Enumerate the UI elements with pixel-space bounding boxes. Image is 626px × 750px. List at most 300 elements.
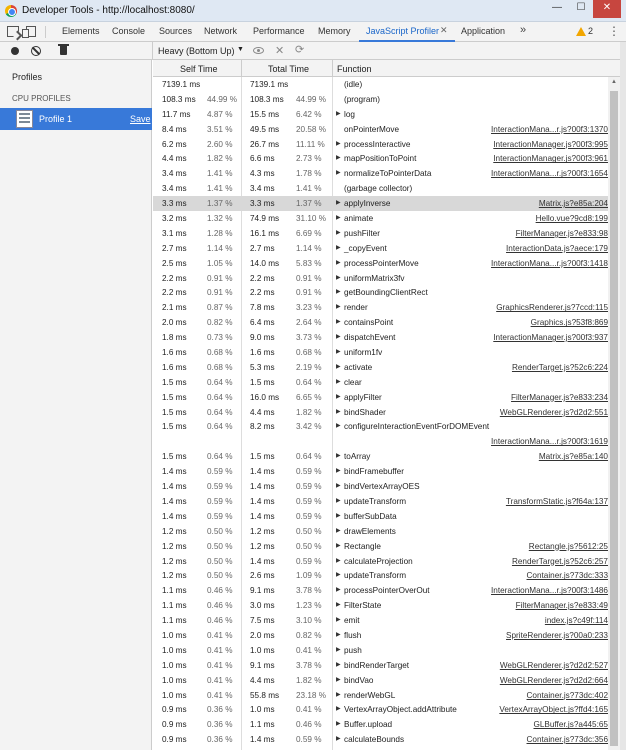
expand-arrow-icon[interactable]: ▶: [336, 676, 341, 683]
function-name: bufferSubData: [344, 511, 397, 521]
expand-arrow-icon[interactable]: ▶: [336, 259, 341, 266]
total-time-percent: 44.99 %: [296, 94, 327, 104]
self-time-percent: 1.41 %: [207, 169, 233, 179]
function-name: (garbage collector): [344, 184, 413, 194]
self-time-percent: 0.41 %: [207, 660, 233, 670]
function-name: flush: [344, 630, 362, 640]
expand-arrow-icon[interactable]: ▶: [336, 200, 341, 207]
table-row[interactable]: [153, 658, 608, 673]
vertical-scrollbar[interactable]: [608, 77, 620, 750]
source-link[interactable]: InteractionMana...r.js?00f3:1654: [491, 169, 608, 179]
expand-arrow-icon[interactable]: ▶: [336, 393, 341, 400]
source-link[interactable]: Rectangle.js?5612:25: [528, 541, 608, 551]
table-row[interactable]: [153, 673, 608, 688]
function-name: _copyEvent: [344, 243, 387, 253]
tab-console[interactable]: Console: [112, 26, 146, 36]
self-time-percent: 0.59 %: [207, 467, 233, 477]
table-row[interactable]: [153, 479, 608, 494]
total-time-percent: 0.50 %: [296, 526, 322, 536]
total-time-percent: 2.64 %: [296, 318, 322, 328]
profile-label: Profile 1: [39, 114, 73, 124]
inspect-element-icon[interactable]: [7, 26, 19, 37]
self-time-percent: 1.28 %: [207, 228, 233, 238]
total-time-percent: 0.59 %: [296, 735, 322, 745]
total-time-percent: 6.42 %: [296, 109, 322, 119]
column-divider: [241, 60, 242, 77]
self-time-value: 7139.1 ms: [162, 80, 201, 89]
total-time-percent: 0.41 %: [296, 645, 322, 655]
table-row[interactable]: [153, 464, 608, 479]
function-name: onPointerMove: [344, 124, 400, 134]
source-link[interactable]: Hello.vue?9cd8:199: [535, 214, 608, 224]
source-link[interactable]: WebGLRenderer.js?d2d2:664: [499, 675, 608, 685]
tab-elements[interactable]: Elements: [62, 26, 100, 36]
self-time-value: 4.4 ms: [162, 154, 187, 164]
self-time-value: 2.1 ms: [162, 303, 187, 313]
table-row[interactable]: [153, 256, 608, 271]
total-time-percent: 0.68 %: [296, 348, 322, 358]
source-link[interactable]: TransformStatic.js?f64a:137: [505, 496, 608, 506]
function-name: processPointerOverOut: [344, 586, 430, 596]
total-time-percent: 0.41 %: [296, 705, 322, 715]
self-time-percent: 3.51 %: [207, 124, 233, 134]
chrome-icon: [5, 5, 17, 17]
total-time-value: 5.3 ms: [250, 362, 275, 372]
warning-count[interactable]: 2: [588, 26, 594, 36]
self-time-percent: 0.46 %: [207, 601, 233, 611]
total-time-percent: 3.42 %: [296, 422, 322, 432]
expand-arrow-icon[interactable]: ▶: [336, 215, 341, 222]
table-row[interactable]: [153, 598, 608, 613]
expand-arrow-icon[interactable]: ▶: [336, 244, 341, 251]
self-time-percent: 4.87 %: [207, 109, 233, 119]
function-name: bindFramebuffer: [344, 467, 404, 477]
total-time-percent: 6.69 %: [296, 228, 322, 238]
self-time-value: 1.0 ms: [162, 660, 187, 670]
device-toolbar-icon[interactable]: [26, 26, 36, 37]
expand-arrow-icon[interactable]: ▶: [336, 423, 341, 430]
more-options-icon[interactable]: ⋮: [608, 24, 620, 38]
tab-application[interactable]: Application: [461, 26, 506, 36]
self-time-value: 1.0 ms: [162, 645, 187, 655]
self-time-percent: 0.91 %: [207, 288, 233, 298]
total-time-percent: 1.82 %: [296, 407, 322, 417]
self-time-value: 1.4 ms: [162, 482, 187, 492]
expand-arrow-icon[interactable]: ▶: [336, 229, 341, 236]
function-name: Rectangle: [344, 541, 381, 551]
table-row[interactable]: [153, 166, 608, 181]
function-name: updateTransform: [344, 496, 407, 506]
function-name: push: [344, 645, 362, 655]
source-link[interactable]: Graphics.js?53f8:869: [530, 318, 608, 328]
total-time-value: 1.4 ms: [250, 735, 275, 745]
total-time-value: 7139.1 ms: [250, 80, 289, 89]
expand-arrow-icon[interactable]: ▶: [336, 483, 341, 490]
total-time-header[interactable]: Total Time: [268, 64, 310, 74]
table-row[interactable]: [153, 524, 608, 539]
table-row[interactable]: [153, 241, 608, 256]
table-row[interactable]: [153, 732, 608, 747]
window-titlebar: [0, 0, 626, 22]
total-time-value: 1.0 ms: [250, 705, 275, 715]
function-name: bindVertexArrayOES: [344, 482, 420, 492]
total-time-value: 1.4 ms: [250, 467, 275, 477]
total-time-value: 15.5 ms: [250, 109, 280, 119]
self-time-value: 1.2 ms: [162, 571, 187, 581]
exclude-function-icon[interactable]: ✕: [275, 45, 285, 57]
source-link[interactable]: Matrix.js?e85a:204: [538, 199, 608, 209]
trash-icon[interactable]: [60, 46, 67, 55]
source-link[interactable]: GLBuffer.js?a445:65: [533, 720, 608, 730]
table-row[interactable]: [153, 107, 608, 122]
expand-arrow-icon[interactable]: ▶: [336, 542, 341, 549]
table-row[interactable]: [153, 330, 608, 345]
table-row[interactable]: [153, 92, 608, 107]
table-row[interactable]: [153, 285, 608, 300]
total-time-percent: 0.59 %: [296, 467, 322, 477]
function-name: applyFilter: [344, 392, 382, 402]
clear-profiles-icon[interactable]: [31, 46, 41, 56]
total-time-value: 1.1 ms: [250, 720, 275, 730]
scroll-up-icon[interactable]: ▲: [611, 79, 617, 85]
self-time-value: 1.0 ms: [162, 675, 187, 685]
panel-edge: [620, 42, 626, 750]
self-time-value: 2.5 ms: [162, 258, 187, 268]
profile-table: [153, 77, 608, 750]
expand-arrow-icon[interactable]: ▶: [336, 497, 341, 504]
total-time-value: 6.6 ms: [250, 154, 275, 164]
expand-arrow-icon[interactable]: ▶: [336, 349, 341, 356]
save-profile-link[interactable]: Save: [130, 114, 151, 124]
table-row[interactable]: [153, 583, 608, 598]
source-link[interactable]: Container.js?73dc:333: [526, 571, 608, 581]
self-time-value: 6.2 ms: [162, 139, 187, 149]
self-time-value: 1.8 ms: [162, 333, 187, 343]
total-time-percent: 0.59 %: [296, 482, 322, 492]
expand-arrow-icon[interactable]: ▶: [336, 363, 341, 370]
function-name: renderWebGL: [344, 690, 396, 700]
expand-arrow-icon[interactable]: ▶: [336, 378, 341, 385]
self-time-percent: 1.41 %: [207, 184, 233, 194]
self-time-percent: 0.41 %: [207, 645, 233, 655]
expand-arrow-icon[interactable]: ▶: [336, 319, 341, 326]
tab-javascript-profiler[interactable]: JavaScript Profiler: [366, 26, 440, 36]
table-row[interactable]: [153, 405, 608, 420]
toolbar-divider: [45, 26, 46, 38]
source-link[interactable]: WebGLRenderer.js?d2d2:527: [499, 660, 608, 670]
total-time-value: 9.0 ms: [250, 333, 275, 343]
table-row[interactable]: [153, 717, 608, 732]
total-time-value: 1.5 ms: [250, 377, 275, 387]
self-time-value: 1.2 ms: [162, 556, 187, 566]
restore-all-icon[interactable]: ⟳: [295, 44, 305, 56]
expand-arrow-icon[interactable]: ▶: [336, 661, 341, 668]
table-row[interactable]: [153, 554, 608, 569]
function-name: applyInverse: [344, 199, 391, 209]
self-time-value: 2.7 ms: [162, 243, 187, 253]
table-row[interactable]: [153, 226, 608, 241]
self-time-percent: 0.41 %: [207, 630, 233, 640]
source-link[interactable]: index.js?c49f:114: [544, 616, 608, 626]
table-row[interactable]: [153, 702, 608, 717]
sidebar-item-profile-1[interactable]: [0, 108, 152, 130]
table-row[interactable]: [153, 509, 608, 524]
expand-arrow-icon[interactable]: ▶: [336, 304, 341, 311]
tab-memory[interactable]: Memory: [318, 26, 351, 36]
total-time-value: 74.9 ms: [250, 214, 280, 224]
self-time-value: 1.1 ms: [162, 586, 187, 596]
source-link[interactable]: RenderTarget.js?52c6:224: [511, 362, 608, 372]
total-time-percent: 1.09 %: [296, 571, 322, 581]
table-row[interactable]: [153, 122, 608, 137]
self-time-value: 1.6 ms: [162, 362, 187, 372]
total-time-value: 1.2 ms: [250, 541, 275, 551]
expand-arrow-icon[interactable]: ▶: [336, 721, 341, 728]
total-time-value: 1.4 ms: [250, 496, 275, 506]
record-icon[interactable]: [11, 47, 19, 55]
table-row[interactable]: [153, 434, 608, 449]
self-time-value: 2.0 ms: [162, 318, 187, 328]
self-time-percent: 0.36 %: [207, 735, 233, 745]
table-row[interactable]: [153, 568, 608, 583]
expand-arrow-icon[interactable]: ▶: [336, 617, 341, 624]
expand-arrow-icon[interactable]: ▶: [336, 587, 341, 594]
more-tabs-icon[interactable]: »: [520, 24, 527, 36]
close-window-button[interactable]: ✕: [593, 0, 621, 18]
function-name: calculateBounds: [344, 735, 405, 745]
self-time-percent: 0.64 %: [207, 392, 233, 402]
self-time-percent: 0.59 %: [207, 496, 233, 506]
profiles-heading: Profiles: [12, 72, 43, 82]
table-row[interactable]: [153, 137, 608, 152]
function-name: processPointerMove: [344, 258, 419, 268]
self-time-header[interactable]: Self Time: [180, 64, 218, 74]
expand-arrow-icon[interactable]: ▶: [336, 140, 341, 147]
table-row[interactable]: [153, 271, 608, 286]
total-time-value: 1.6 ms: [250, 348, 275, 358]
close-tab-icon[interactable]: ✕: [440, 25, 448, 35]
table-row[interactable]: [153, 151, 608, 166]
focus-function-icon[interactable]: [253, 47, 264, 54]
self-time-value: 0.9 ms: [162, 720, 187, 730]
self-time-percent: 0.41 %: [207, 675, 233, 685]
total-time-value: 1.4 ms: [250, 511, 275, 521]
self-time-percent: 0.59 %: [207, 482, 233, 492]
total-time-percent: 0.91 %: [296, 288, 322, 298]
warning-icon[interactable]: [576, 27, 586, 36]
total-time-percent: 3.78 %: [296, 586, 322, 596]
self-time-value: 1.4 ms: [162, 496, 187, 506]
total-time-percent: 0.82 %: [296, 630, 322, 640]
self-time-percent: 0.91 %: [207, 273, 233, 283]
expand-arrow-icon[interactable]: ▶: [336, 691, 341, 698]
source-link[interactable]: InteractionMana...r.js?00f3:1619: [491, 437, 608, 447]
self-time-percent: 1.32 %: [207, 214, 233, 224]
self-time-value: 2.2 ms: [162, 288, 187, 298]
function-name: animate: [344, 214, 374, 224]
function-name: normalizeToPointerData: [344, 169, 432, 179]
source-link[interactable]: Container.js?73dc:356: [526, 735, 608, 745]
expand-arrow-icon[interactable]: ▶: [336, 557, 341, 564]
total-time-value: 2.2 ms: [250, 273, 275, 283]
table-row[interactable]: [153, 494, 608, 509]
expand-arrow-icon[interactable]: ▶: [336, 453, 341, 460]
expand-arrow-icon[interactable]: ▶: [336, 527, 341, 534]
devtools-tabbar: [0, 22, 626, 42]
total-time-value: 9.1 ms: [250, 586, 275, 596]
table-row[interactable]: [153, 181, 608, 196]
total-time-value: 3.4 ms: [250, 184, 275, 194]
table-row[interactable]: [153, 613, 608, 628]
total-time-percent: 1.14 %: [296, 243, 322, 253]
total-time-percent: 3.73 %: [296, 333, 322, 343]
self-time-percent: 0.50 %: [207, 556, 233, 566]
expand-arrow-icon[interactable]: ▶: [336, 155, 341, 162]
self-time-value: 0.9 ms: [162, 735, 187, 745]
table-row[interactable]: [153, 196, 608, 211]
table-row[interactable]: [153, 390, 608, 405]
total-time-value: 1.0 ms: [250, 645, 275, 655]
expand-arrow-icon[interactable]: ▶: [336, 602, 341, 609]
self-time-value: 3.2 ms: [162, 214, 187, 224]
table-row[interactable]: [153, 449, 608, 464]
source-link[interactable]: VertexArrayObject.js?ffd4:165: [499, 705, 608, 715]
tab-performance[interactable]: Performance: [253, 26, 305, 36]
minimize-button[interactable]: —: [552, 2, 562, 13]
source-link[interactable]: FilterManager.js?e833:98: [515, 228, 608, 238]
source-link[interactable]: InteractionManager.js?00f3:937: [493, 333, 608, 343]
expand-arrow-icon[interactable]: ▶: [336, 468, 341, 475]
expand-arrow-icon[interactable]: ▶: [336, 110, 341, 117]
self-time-percent: 0.59 %: [207, 511, 233, 521]
function-name: Buffer.upload: [344, 720, 393, 730]
total-time-value: 4.4 ms: [250, 675, 275, 685]
total-time-percent: 3.78 %: [296, 660, 322, 670]
table-row[interactable]: [153, 628, 608, 643]
total-time-value: 4.3 ms: [250, 169, 275, 179]
source-link[interactable]: SpriteRenderer.js?00a0:233: [506, 630, 608, 640]
function-name: updateTransform: [344, 571, 407, 581]
total-time-value: 7.5 ms: [250, 616, 275, 626]
self-time-value: 108.3 ms: [162, 94, 196, 104]
total-time-value: 49.5 ms: [250, 124, 280, 134]
view-mode-select[interactable]: Heavy (Bottom Up): [158, 46, 235, 56]
table-row[interactable]: [153, 419, 608, 434]
source-link[interactable]: FilterManager.js?e833:49: [515, 601, 608, 611]
self-time-percent: 0.41 %: [207, 690, 233, 700]
function-name: pushFilter: [344, 228, 380, 238]
source-link[interactable]: InteractionData.js?aece:179: [506, 243, 608, 253]
source-link[interactable]: InteractionManager.js?00f3:995: [493, 139, 608, 149]
function-name: configureInteractionEventForDOMEvent: [344, 422, 490, 432]
maximize-button[interactable]: ☐: [576, 2, 586, 13]
expand-arrow-icon[interactable]: ▶: [336, 334, 341, 341]
scroll-thumb[interactable]: [610, 91, 618, 746]
table-row[interactable]: [153, 315, 608, 330]
total-time-percent: 1.82 %: [296, 675, 322, 685]
function-name: calculateProjection: [344, 556, 413, 566]
total-time-value: 108.3 ms: [250, 94, 284, 104]
self-time-percent: 0.82 %: [207, 318, 233, 328]
self-time-percent: 1.37 %: [207, 199, 233, 209]
expand-arrow-icon[interactable]: ▶: [336, 572, 341, 579]
total-time-value: 2.6 ms: [250, 571, 275, 581]
total-time-value: 55.8 ms: [250, 690, 280, 700]
source-link[interactable]: Container.js?73dc:402: [526, 690, 608, 700]
expand-arrow-icon[interactable]: ▶: [336, 512, 341, 519]
function-name: drawElements: [344, 526, 396, 536]
self-time-percent: 0.46 %: [207, 616, 233, 626]
table-row[interactable]: [153, 360, 608, 375]
total-time-percent: 0.59 %: [296, 556, 322, 566]
table-row[interactable]: [153, 375, 608, 390]
self-time-percent: 0.36 %: [207, 705, 233, 715]
function-name: uniform1fv: [344, 348, 383, 358]
expand-arrow-icon[interactable]: ▶: [336, 646, 341, 653]
table-row[interactable]: [153, 211, 608, 226]
self-time-percent: 0.87 %: [207, 303, 233, 313]
self-time-percent: 1.05 %: [207, 258, 233, 268]
function-header[interactable]: Function: [337, 64, 372, 74]
expand-arrow-icon[interactable]: ▶: [336, 408, 341, 415]
function-name: log: [344, 109, 355, 119]
total-time-value: 26.7 ms: [250, 139, 280, 149]
table-row[interactable]: [153, 688, 608, 703]
self-time-percent: 44.99 %: [207, 94, 238, 104]
self-time-percent: 0.46 %: [207, 586, 233, 596]
source-link[interactable]: InteractionMana...r.js?00f3:1418: [491, 258, 608, 268]
total-time-value: 7.8 ms: [250, 303, 275, 313]
source-link[interactable]: RenderTarget.js?52c6:257: [511, 556, 608, 566]
self-time-value: 8.4 ms: [162, 124, 187, 134]
table-row[interactable]: [153, 345, 608, 360]
expand-arrow-icon[interactable]: ▶: [336, 274, 341, 281]
column-divider: [332, 60, 333, 77]
source-link[interactable]: FilterManager.js?e833:234: [511, 392, 608, 402]
total-time-percent: 2.19 %: [296, 362, 322, 372]
total-time-value: 2.2 ms: [250, 288, 275, 298]
table-row[interactable]: [153, 77, 608, 92]
table-row[interactable]: [153, 643, 608, 658]
table-row[interactable]: [153, 300, 608, 315]
source-link[interactable]: InteractionMana...r.js?00f3:1486: [491, 586, 608, 596]
expand-arrow-icon[interactable]: ▶: [336, 706, 341, 713]
grid-header: [153, 60, 620, 77]
total-time-percent: 0.64 %: [296, 377, 322, 387]
total-time-value: 2.7 ms: [250, 243, 275, 253]
expand-arrow-icon[interactable]: ▶: [336, 289, 341, 296]
source-link[interactable]: Matrix.js?e85a:140: [538, 452, 608, 462]
expand-arrow-icon[interactable]: ▶: [336, 631, 341, 638]
self-time-value: 3.1 ms: [162, 228, 187, 238]
expand-arrow-icon[interactable]: ▶: [336, 170, 341, 177]
total-time-value: 14.0 ms: [250, 258, 280, 268]
total-time-value: 2.0 ms: [250, 630, 275, 640]
source-link[interactable]: InteractionManager.js?00f3:961: [493, 154, 608, 164]
source-link[interactable]: WebGLRenderer.js?d2d2:551: [499, 407, 608, 417]
chevron-down-icon[interactable]: ▼: [237, 46, 244, 53]
total-time-percent: 3.10 %: [296, 616, 322, 626]
function-name: bindRenderTarget: [344, 660, 410, 670]
table-row[interactable]: [153, 539, 608, 554]
tab-network[interactable]: Network: [204, 26, 238, 36]
source-link[interactable]: InteractionMana...r.js?00f3:1370: [491, 124, 608, 134]
source-link[interactable]: GraphicsRenderer.js?7ccd:115: [496, 303, 608, 313]
tab-sources[interactable]: Sources: [159, 26, 193, 36]
expand-arrow-icon[interactable]: ▶: [336, 736, 341, 743]
total-time-value: 9.1 ms: [250, 660, 275, 670]
self-time-value: 1.0 ms: [162, 690, 187, 700]
